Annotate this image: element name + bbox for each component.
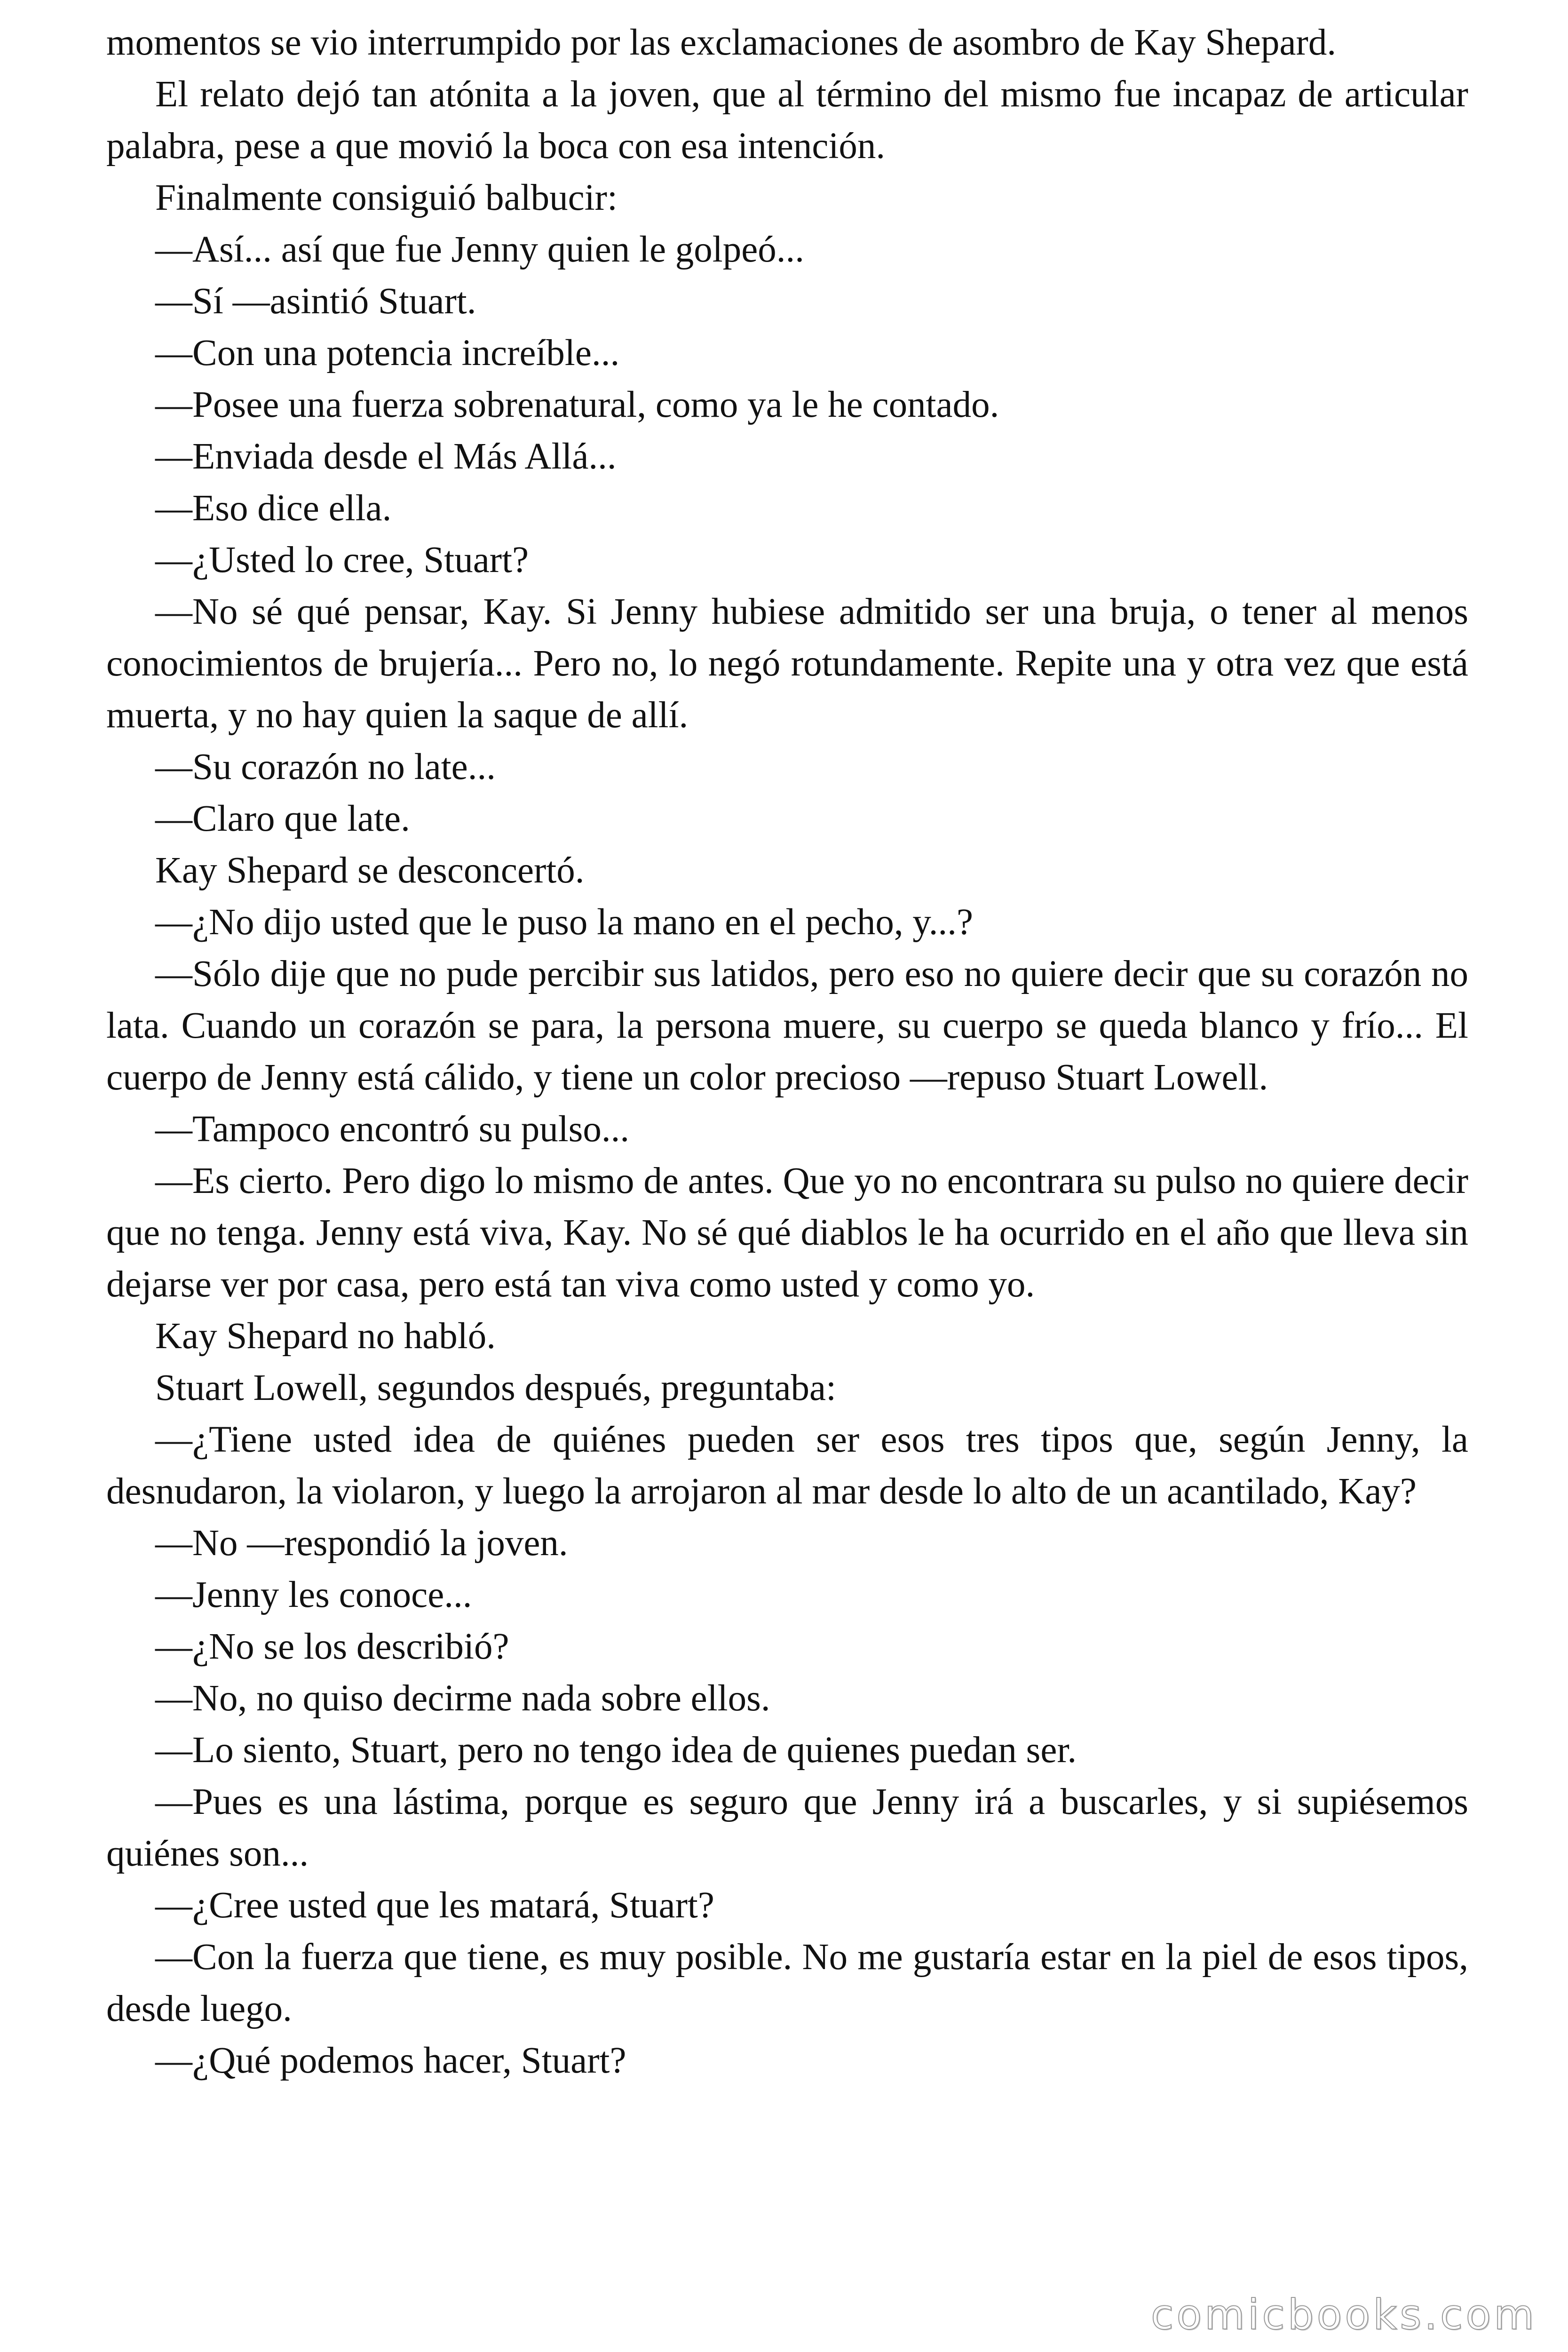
paragraph-5: —Sí —asintió Stuart. xyxy=(155,281,476,322)
watermark: comicbooks.com xyxy=(1150,2290,1537,2339)
paragraph-22: —No —respondió la joven. xyxy=(155,1523,568,1564)
paragraph-11: —No sé qué pensar, Kay. Si Jenny hubiese admitido ser una bruja, o tener al menos conocimientos de brujería... Pero no, lo negó rotundamente. Repite una y otra vez que está muerta, y no hay quien la saque de allí. xyxy=(106,591,1468,736)
paragraph-15: —¿No dijo usted que le puso la mano en el pecho, y...? xyxy=(155,902,974,943)
paragraph-1: momentos se vio interrumpido por las exclamaciones de asombro de Kay Shepard. xyxy=(106,22,1337,63)
paragraph-4: —Así... así que fue Jenny quien le golpeó... xyxy=(155,229,805,270)
paragraph-25: —No, no quiso decirme nada sobre ellos. xyxy=(155,1678,770,1719)
paragraph-10: —¿Usted lo cree, Stuart? xyxy=(155,540,529,580)
paragraph-13: —Claro que late. xyxy=(155,798,410,839)
paragraph-6: —Con una potencia increíble... xyxy=(155,333,620,373)
page-text xyxy=(106,17,1468,2087)
paragraph-24: —¿No se los describió? xyxy=(155,1626,509,1667)
paragraph-14: Kay Shepard se desconcertó. xyxy=(155,850,585,891)
paragraph-7: —Posee una fuerza sobrenatural, como ya le he contado. xyxy=(155,384,999,425)
paragraph-3: Finalmente consiguió balbucir: xyxy=(155,177,618,218)
paragraph-20: Stuart Lowell, segundos después, preguntaba: xyxy=(155,1367,837,1408)
paragraph-26: —Lo siento, Stuart, pero no tengo idea de quienes puedan ser. xyxy=(155,1730,1077,1771)
paragraph-19: Kay Shepard no habló. xyxy=(155,1316,496,1357)
paragraph-23: —Jenny les conoce... xyxy=(155,1574,472,1615)
paragraph-27: —Pues es una lástima, porque es seguro que Jenny irá a buscarles, y si supiésemos quiénes son... xyxy=(106,1781,1468,1874)
paragraph-8: —Enviada desde el Más Allá... xyxy=(155,436,617,477)
paragraph-16: —Sólo dije que no pude percibir sus latidos, pero eso no quiere decir que su corazón no lata. Cuando un corazón se para, la persona muere, su cuerpo se queda blanco y frío... El cuerpo de Jenny está cálido, y tiene un color precioso —repuso Stuart Lowell. xyxy=(106,954,1468,1098)
paragraph-18: —Es cierto. Pero digo lo mismo de antes. Que yo no encontrara su pulso no quiere decir que no tenga. Jenny está viva, Kay. No sé qué diablos le ha ocurrido en el año que lleva sin dejarse ver por casa, pero está tan viva como usted y como yo. xyxy=(106,1160,1468,1305)
paragraph-29: —Con la fuerza que tiene, es muy posible. No me gustaría estar en la piel de esos tipos, desde luego. xyxy=(106,1937,1468,2029)
paragraph-9: —Eso dice ella. xyxy=(155,488,392,529)
paragraph-2: El relato dejó tan atónita a la joven, que al término del mismo fue incapaz de articular palabra, pese a que movió la boca con esa intención. xyxy=(106,74,1468,167)
paragraph-21: —¿Tiene usted idea de quiénes pueden ser esos tres tipos que, según Jenny, la desnudaron, la violaron, y luego la arrojaron al mar desde lo alto de un acantilado, Kay? xyxy=(106,1419,1468,1512)
paragraph-30: —¿Qué podemos hacer, Stuart? xyxy=(155,2040,626,2081)
paragraph-28: —¿Cree usted que les matará, Stuart? xyxy=(155,1885,714,1926)
paragraph-12: —Su corazón no late... xyxy=(155,747,496,787)
paragraph-17: —Tampoco encontró su pulso... xyxy=(155,1109,630,1150)
